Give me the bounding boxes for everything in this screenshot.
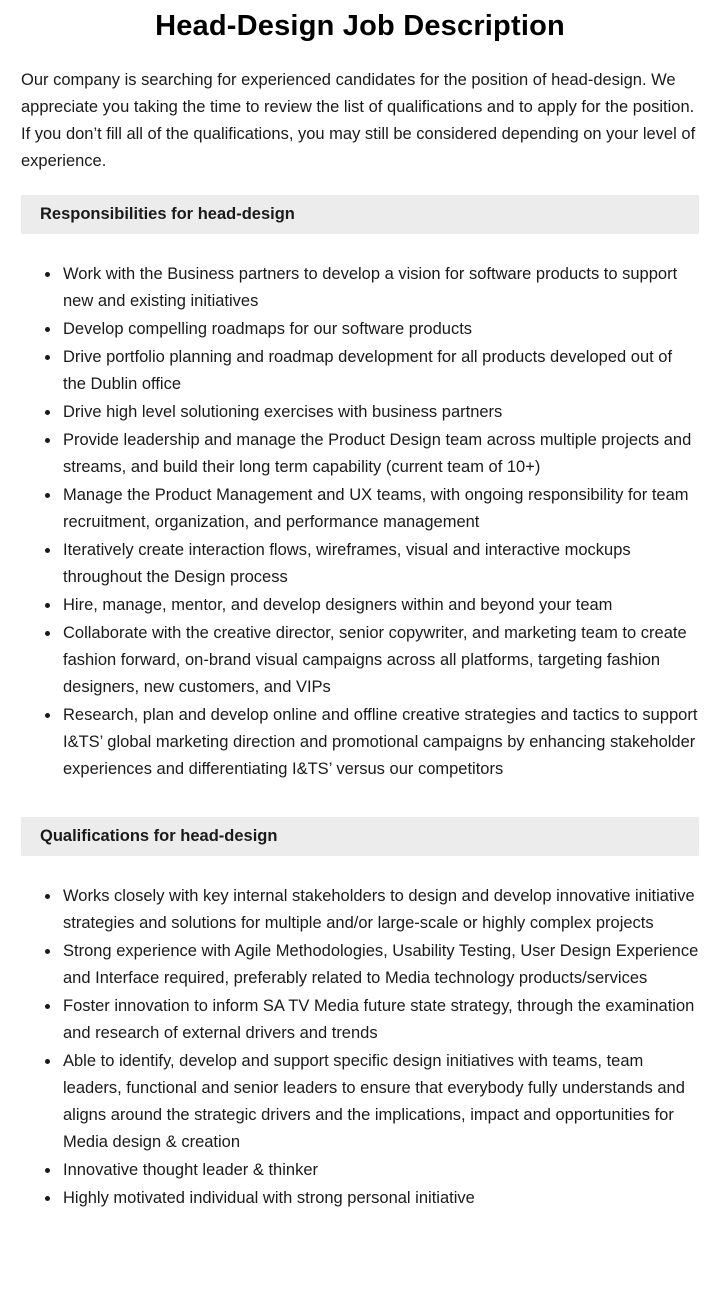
- list-item: • Drive high level solutioning exercises with business partners: [61, 399, 699, 426]
- section-responsibilities: [21, 195, 699, 783]
- list-item: • Develop compelling roadmaps for our software products: [61, 316, 699, 343]
- section-qualifications: [21, 817, 699, 1212]
- list-item: • Innovative thought leader & thinker: [61, 1157, 699, 1184]
- list-item: • Manage the Product Management and UX teams, with ongoing responsibility for team recruitment, organization, and performance management: [61, 482, 699, 536]
- list-item: • Research, plan and develop online and offline creative strategies and tactics to support I&TS’ global marketing direction and promotional campaigns by enhancing stakeholder experiences and differentiating I&TS’ versus our competitors: [61, 702, 699, 783]
- list-item: • Provide leadership and manage the Product Design team across multiple projects and streams, and build their long term capability (current team of 10+): [61, 427, 699, 481]
- page-title: Head-Design Job Description: [155, 10, 565, 42]
- qualifications-list: [21, 883, 699, 1212]
- responsibilities-section-heading: Responsibilities for head-design: [21, 195, 699, 234]
- list-item: • Foster innovation to inform SA TV Media future state strategy, through the examination and research of external drivers and trends: [61, 993, 699, 1047]
- list-item: • Works closely with key internal stakeholders to design and develop innovative initiative strategies and solutions for multiple and/or large-scale or highly complex projects: [61, 883, 699, 937]
- qualifications-section-heading: Qualifications for head-design: [21, 817, 699, 856]
- intro-paragraph: Our company is searching for experienced candidates for the position of head-design. We appreciate you taking the time to review the list of qualifications and to apply for the position. If you don’t fill all of the qualifications, you may still be considered depending on your level of experience.: [21, 71, 696, 170]
- list-item: • Able to identify, develop and support specific design initiatives with teams, team leaders, functional and senior leaders to ensure that everybody fully understands and aligns around the strategic drivers and the implications, impact and opportunities for Media design & creation: [61, 1048, 699, 1156]
- list-item: • Collaborate with the creative director, senior copywriter, and marketing team to create fashion forward, on-brand visual campaigns across all platforms, targeting fashion designers, new customers, and VIPs: [61, 620, 699, 701]
- list-item: • Hire, manage, mentor, and develop designers within and beyond your team: [61, 592, 699, 619]
- list-item: • Work with the Business partners to develop a vision for software products to support new and existing initiatives: [61, 261, 699, 315]
- list-item: • Strong experience with Agile Methodologies, Usability Testing, User Design Experience and Interface required, preferably related to Media technology products/services: [61, 938, 699, 992]
- list-item: • Highly motivated individual with strong personal initiative: [61, 1185, 699, 1212]
- list-item: • Drive portfolio planning and roadmap development for all products developed out of the Dublin office: [61, 344, 699, 398]
- list-item: • Iteratively create interaction flows, wireframes, visual and interactive mockups throughout the Design process: [61, 537, 699, 591]
- responsibilities-list: [21, 261, 699, 783]
